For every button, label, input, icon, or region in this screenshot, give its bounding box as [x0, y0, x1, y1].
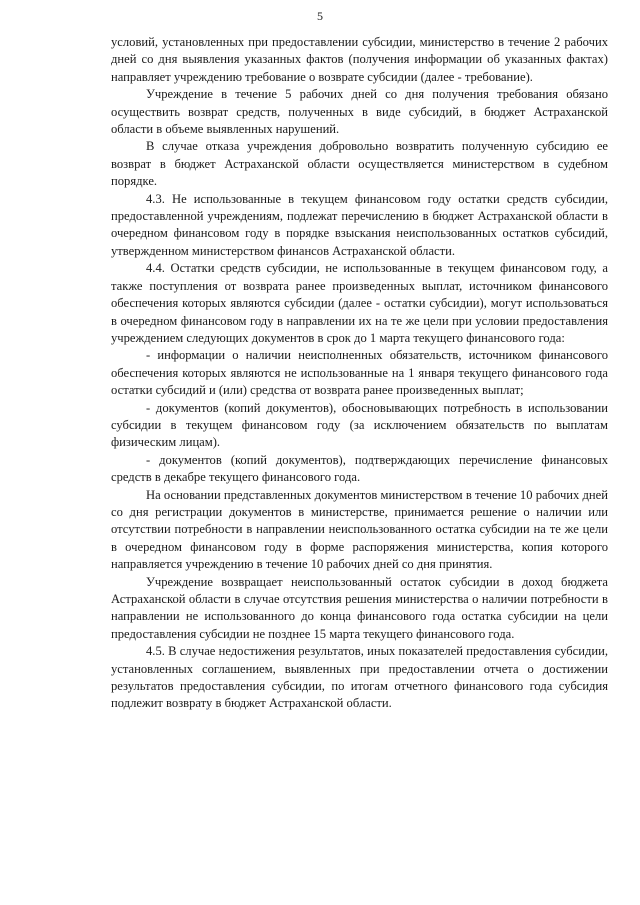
page-number: 5: [317, 9, 323, 23]
paragraph-4-5: 4.5. В случае недостижения результатов, иных показателей предоставления субсидии, установленных соглашением, выявленных при предоставлении отчета о достижении результатов предоставления субсидии, по итогам отчетного финансового года субсидия подлежит возврату в бюджет Астраханской области.: [111, 644, 608, 711]
paragraph-4-4: 4.4. Остатки средств субсидии, не использованные в текущем финансовом году, а также поступления от возврата ранее произведенных выплат, источником финансового обеспечения которых являются субсидии (далее - остатки субсидии), могут использоваться в очередном финансовом году в направлении их на те же цели при условии предоставления учреждением следующих документов в срок до 1 марта текущего финансового года:: [111, 261, 608, 345]
paragraph-2: Учреждение в течение 5 рабочих дней со дня получения требования обязано осуществить возврат средств, полученных в виде субсидий, в бюджет Астраханской области в объеме выявленных нарушений.: [111, 87, 608, 137]
document-body: [111, 34, 608, 713]
list-item-documents-confirming: - документов (копий документов), подтверждающих перечисление финансовых средств в декабре текущего финансового года.: [111, 452, 608, 485]
list-item-information: - информации о наличии неисполненных обязательств, источником финансового обеспечения которых являются не использованные на 1 января текущего финансового года остатки субсидий и (или) средства от возврата ранее произведенных выплат;: [111, 348, 608, 398]
list-item-documents-justifying: - документов (копий документов), обосновывающих потребность в использовании субсидии в текущем финансовом году (за исключением обязательств по выплатам физическим лицам).: [111, 400, 608, 450]
paragraph-decision: На основании представленных документов министерством в течение 10 рабочих дней со дня регистрации документов в министерстве, принимается решение о наличии или отсутствии потребности в направлении неиспользованного остатка субсидии на те же цели в очередном финансовом году в форме распоряжения министерства, копия которого направляется учреждению в течение 10 рабочих дней со дня принятия.: [111, 487, 608, 572]
paragraph-4-3: 4.3. Не использованные в текущем финансовом году остатки средств субсидии, предоставленной учреждениям, подлежат перечислению в бюджет Астраханской области в очередном финансовом году в порядке взыскания неиспользованных остатков субсидий, утвержденном министерством финансов Астраханской области.: [111, 191, 608, 258]
paragraph-return: Учреждение возвращает неиспользованный остаток субсидии в доход бюджета Астраханской области в случае отсутствия решения министерства о наличии потребности в направлении не использованного до конца финансового года остатка субсидии на цели предоставления субсидии не позднее 15 марта текущего финансового года.: [111, 574, 608, 641]
paragraph-3: В случае отказа учреждения добровольно возвратить полученную субсидию ее возврат в бюджет Астраханской области осуществляется министерством в судебном порядке.: [111, 139, 608, 189]
paragraph-1: условий, установленных при предоставлении субсидии, министерство в течение 2 рабочих дней со дня выявления указанных фактов (получения информации об указанных фактах) направляет учреждению требование о возврате субсидии (далее - требование).: [111, 35, 608, 84]
